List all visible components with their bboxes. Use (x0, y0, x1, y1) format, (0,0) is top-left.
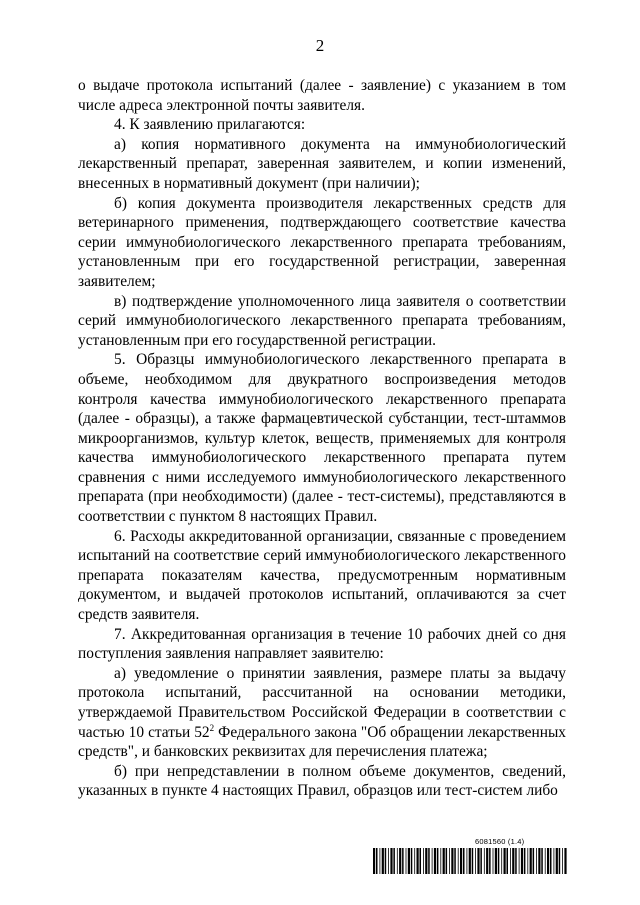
paragraph: б) копия документа производителя лекарственных средств для ветеринарного применения, подтверждающего соответствие качества серии иммунобиологического лекарственного препарата требованиям, установленным при его государственной регистрации, заверенная заявителем; (78, 194, 566, 290)
paragraph-text: а) уведомление о принятии заявления, размере платы за выдачу протокола испытаний, рассчитанной на основании методики, утверждаемой Правительством Российской Федерации в соответствии с частью 10 статьи 52 (78, 664, 566, 741)
paragraph: а) копия нормативного документа на иммунобиологический лекарственный препарат, заверенная заявителем, и копии изменений, внесенных в нормативный документ (при наличии); (78, 135, 566, 192)
paragraph-text: Федерального закона "Об обращении лекарственных средств", и банковских реквизитах для перечисления платежа; (78, 723, 566, 761)
barcode-icon (373, 848, 567, 874)
document-body (78, 76, 566, 801)
paragraph: в) подтверждение уполномоченного лица заявителя о соответствии серий иммунобиологического лекарственного препарата требованиям, установленным при его государственной регистрации. (78, 292, 566, 349)
page-number: 2 (315, 36, 325, 55)
paragraph: о выдаче протокола испытаний (далее - заявление) с указанием в том числе адреса электронной почты заявителя. (78, 77, 566, 114)
paragraph: 7. Аккредитованная организация в течение 10 рабочих дней со дня поступления заявления направляет заявителю: (78, 625, 566, 663)
paragraph: б) при непредставлении в полном объеме документов, сведений, указанных в пункте 4 настоящих Правил, образцов или тест-систем либо (78, 762, 566, 800)
paragraph: 4. К заявлению прилагаются: (114, 116, 306, 134)
paragraph (78, 664, 566, 762)
paragraph: 5. Образцы иммунобиологического лекарственного препарата в объеме, необходимом для двукратного воспроизведения методов контроля качества иммунобиологического лекарственного препарата (далее - образцы), а также фармацевтической субстанции, тест-штаммов микроорганизмов, культур клеток, веществ, применяемых для контроля качества иммунобиологического лекарственного препарата путем сравнения с ними исследуемого иммунобиологического лекарственного препарата (при необходимости) (далее - тест-системы), представляются в соответствии с пунктом 8 настоящих Правил. (78, 351, 566, 526)
superscript: 2 (209, 722, 215, 733)
document-code: 6081560 (1.4) (475, 837, 525, 846)
paragraph: 6. Расходы аккредитованной организации, связанные с проведением испытаний на соответствие серий иммунобиологического лекарственного препарата показателям качества, предусмотренным нормативным документом, и выдачей протоколов испытаний, оплачиваются за счет средств заявителя. (78, 527, 566, 624)
